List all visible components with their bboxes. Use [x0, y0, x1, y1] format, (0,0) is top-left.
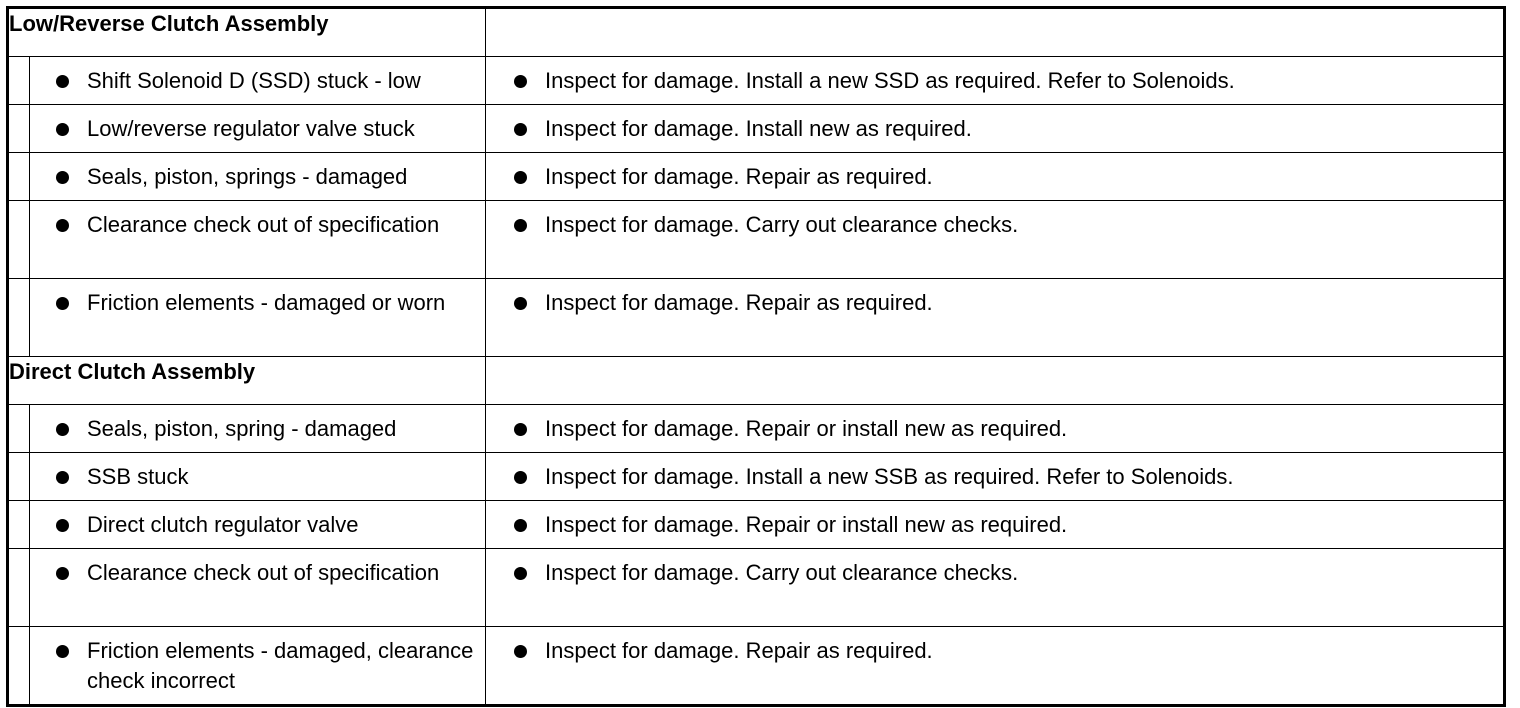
diagnosis-table — [6, 6, 1506, 707]
bullet-icon — [514, 423, 527, 436]
cause-text: Shift Solenoid D (SSD) stuck - low — [87, 68, 421, 93]
indent-cell — [8, 453, 30, 501]
action-text: Inspect for damage. Repair or install new as required. — [545, 416, 1068, 441]
action-text: Inspect for damage. Carry out clearance checks. — [545, 212, 1019, 237]
cause-text: Friction elements - damaged or worn — [87, 290, 446, 315]
action-cell — [486, 105, 1505, 153]
bullet-icon — [56, 423, 69, 436]
indent-cell — [8, 201, 30, 279]
section-title: Direct Clutch Assembly — [8, 357, 486, 405]
action-cell — [486, 501, 1505, 549]
table-row — [8, 153, 1505, 201]
section-title: Low/Reverse Clutch Assembly — [8, 8, 486, 57]
bullet-icon — [514, 75, 527, 88]
action-cell — [486, 57, 1505, 105]
bullet-icon — [56, 123, 69, 136]
indent-cell — [8, 627, 30, 706]
bullet-icon — [514, 471, 527, 484]
bullet-icon — [514, 219, 527, 232]
cause-cell — [30, 627, 486, 706]
bullet-icon — [514, 171, 527, 184]
section-header-empty-cell — [486, 8, 1505, 57]
cause-cell — [30, 549, 486, 627]
action-cell — [486, 627, 1505, 706]
table-row — [8, 549, 1505, 627]
action-cell — [486, 279, 1505, 357]
section-header-row — [8, 357, 1505, 405]
cause-cell — [30, 153, 486, 201]
action-text: Inspect for damage. Carry out clearance checks. — [545, 560, 1019, 585]
cause-cell — [30, 279, 486, 357]
action-text: Inspect for damage. Repair as required. — [545, 638, 933, 663]
action-text: Inspect for damage. Install a new SSD as required. Refer to Solenoids. — [545, 68, 1235, 93]
indent-cell — [8, 105, 30, 153]
bullet-icon — [514, 123, 527, 136]
table-row — [8, 501, 1505, 549]
bullet-icon — [514, 645, 527, 658]
action-cell — [486, 549, 1505, 627]
action-cell — [486, 153, 1505, 201]
cause-text: Seals, piston, spring - damaged — [87, 416, 397, 441]
indent-cell — [8, 405, 30, 453]
bullet-icon — [56, 75, 69, 88]
bullet-icon — [56, 171, 69, 184]
bullet-icon — [56, 567, 69, 580]
bullet-icon — [514, 567, 527, 580]
cause-cell — [30, 501, 486, 549]
table-row — [8, 453, 1505, 501]
action-text: Inspect for damage. Repair or install new as required. — [545, 512, 1068, 537]
cause-text: Seals, piston, springs - damaged — [87, 164, 408, 189]
bullet-icon — [56, 219, 69, 232]
table-row — [8, 627, 1505, 706]
table-row — [8, 405, 1505, 453]
action-cell — [486, 405, 1505, 453]
bullet-icon — [56, 645, 69, 658]
cause-cell — [30, 453, 486, 501]
action-cell — [486, 453, 1505, 501]
table-row — [8, 57, 1505, 105]
table-row — [8, 201, 1505, 279]
cause-text: Direct clutch regulator valve — [87, 512, 359, 537]
action-text: Inspect for damage. Install a new SSB as required. Refer to Solenoids. — [545, 464, 1234, 489]
section-header-empty-cell — [486, 357, 1505, 405]
action-text: Inspect for damage. Repair as required. — [545, 164, 933, 189]
bullet-icon — [56, 471, 69, 484]
cause-cell — [30, 201, 486, 279]
cause-text: Friction elements - damaged, clearance check incorrect — [87, 638, 474, 693]
cause-text: Clearance check out of specification — [87, 212, 440, 237]
indent-cell — [8, 279, 30, 357]
indent-cell — [8, 501, 30, 549]
table-row — [8, 105, 1505, 153]
table-row — [8, 279, 1505, 357]
cause-text: Low/reverse regulator valve stuck — [87, 116, 415, 141]
action-cell — [486, 201, 1505, 279]
bullet-icon — [56, 519, 69, 532]
bullet-icon — [514, 519, 527, 532]
bullet-icon — [56, 297, 69, 310]
bullet-icon — [514, 297, 527, 310]
cause-cell — [30, 405, 486, 453]
section-header-row — [8, 8, 1505, 57]
indent-cell — [8, 549, 30, 627]
indent-cell — [8, 57, 30, 105]
cause-cell — [30, 105, 486, 153]
cause-cell — [30, 57, 486, 105]
action-text: Inspect for damage. Install new as required. — [545, 116, 972, 141]
cause-text: SSB stuck — [87, 464, 189, 489]
cause-text: Clearance check out of specification — [87, 560, 440, 585]
indent-cell — [8, 153, 30, 201]
action-text: Inspect for damage. Repair as required. — [545, 290, 933, 315]
